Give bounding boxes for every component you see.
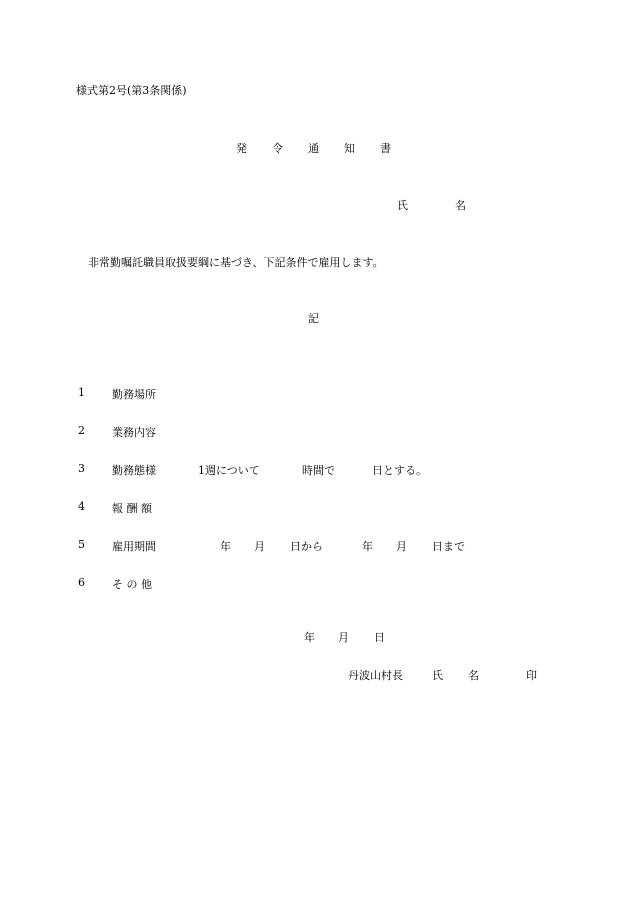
issue-date xyxy=(0,631,630,645)
week-text: 1週について xyxy=(198,464,260,477)
title-char: 発 xyxy=(236,142,247,155)
item-label: 報 酬 額 xyxy=(112,502,152,515)
end-year: 年 xyxy=(362,540,373,553)
item-number: 3 xyxy=(78,462,85,475)
end-month: 月 xyxy=(396,540,407,553)
form-number-label: 様式第2号(第3条関係) xyxy=(76,84,187,97)
item-label: 雇用期間 xyxy=(112,540,156,553)
recipient-mei: 名 xyxy=(455,199,466,212)
item-label: 勤務態様 xyxy=(112,464,156,477)
title-char: 書 xyxy=(380,142,391,155)
recipient-shi: 氏 xyxy=(397,199,408,212)
item-number: 2 xyxy=(78,424,85,437)
intro-paragraph: 非常勤嘱託職員取扱要綱に基づき、下記条件で雇用します。 xyxy=(88,256,384,269)
title-char: 知 xyxy=(344,142,355,155)
days-text: 日とする。 xyxy=(372,464,427,477)
item-number: 4 xyxy=(78,500,85,513)
item-row xyxy=(0,538,630,552)
item-label: 業務内容 xyxy=(112,426,156,439)
date-day: 日 xyxy=(374,631,385,644)
issuer-mei: 名 xyxy=(468,669,479,682)
item-row xyxy=(0,500,630,514)
start-year: 年 xyxy=(220,540,231,553)
hours-text: 時間で xyxy=(302,464,335,477)
start-day: 日から xyxy=(290,540,323,553)
seal-mark: 印 xyxy=(526,669,537,682)
issuer-shi: 氏 xyxy=(432,669,443,682)
item-number: 1 xyxy=(78,386,85,399)
item-label: 勤務場所 xyxy=(112,388,156,401)
item-row xyxy=(0,386,630,400)
item-row xyxy=(0,576,630,590)
date-month: 月 xyxy=(338,631,349,644)
item-row xyxy=(0,424,630,438)
issuer-title: 丹波山村長 xyxy=(348,669,403,682)
item-number: 6 xyxy=(78,576,85,589)
item-label: そ の 他 xyxy=(112,578,152,591)
ki-heading: 記 xyxy=(308,312,319,325)
date-year: 年 xyxy=(304,631,315,644)
start-month: 月 xyxy=(254,540,265,553)
title-char: 令 xyxy=(272,142,283,155)
item-row xyxy=(0,462,630,476)
end-day: 日まで xyxy=(432,540,465,553)
item-number: 5 xyxy=(78,538,85,551)
signature-block xyxy=(0,669,630,683)
title-char: 通 xyxy=(308,142,319,155)
